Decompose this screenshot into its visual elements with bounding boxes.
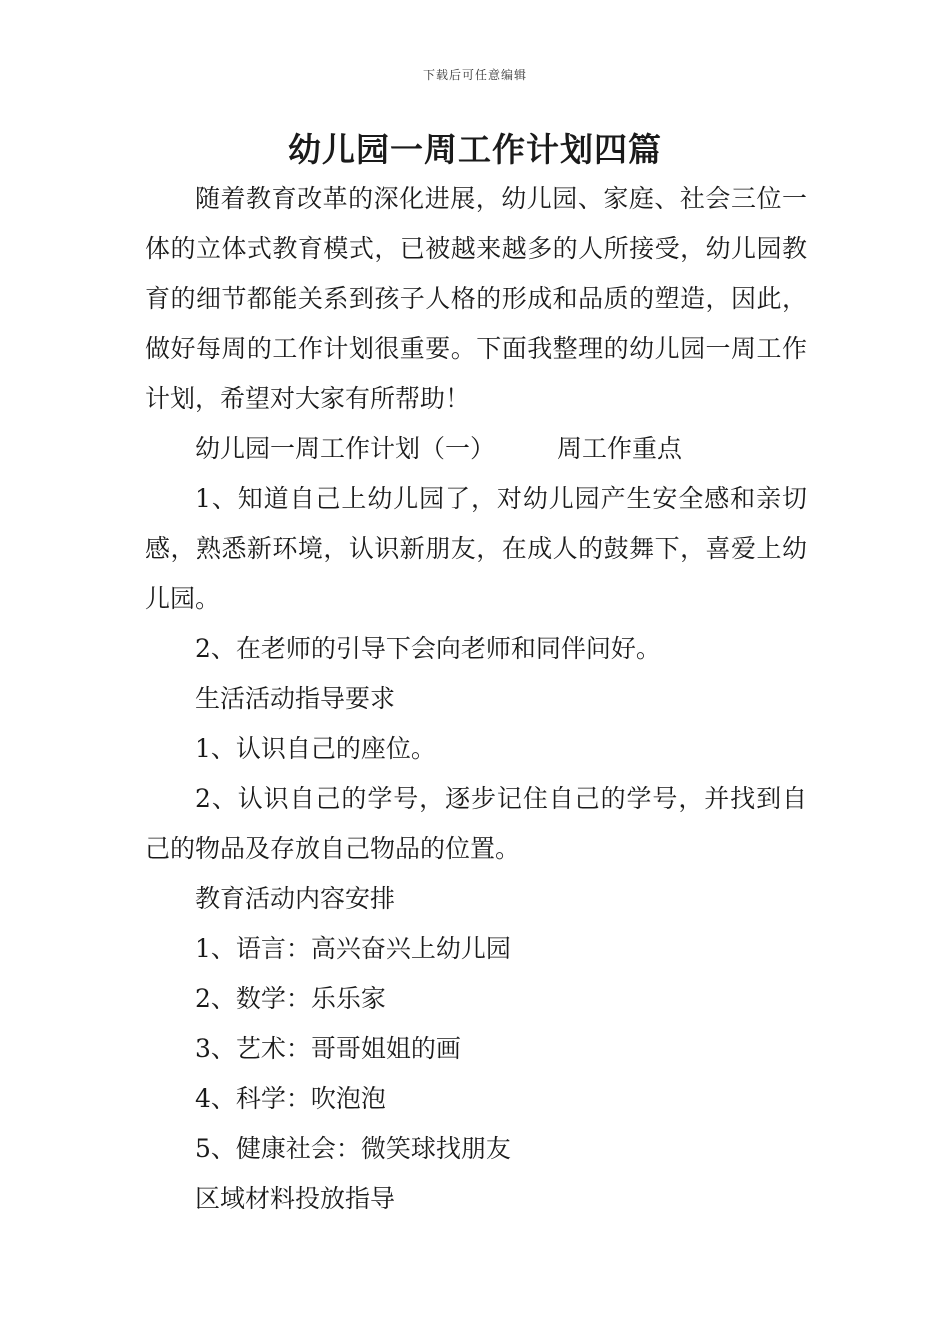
section-heading: 幼儿园一周工作计划（一）	[195, 434, 496, 463]
life-guidance-item: 2、认识自己的学号，逐步记住自己的学号，并找到自己的物品及存放自己物品的位置。	[145, 784, 807, 863]
education-item: 4、科学：吹泡泡	[195, 1084, 386, 1113]
focus-item: 2、在老师的引导下会向老师和同伴问好。	[195, 634, 661, 663]
education-item: 1、语言：高兴奋兴上幼儿园	[195, 934, 511, 963]
section-heading-line	[145, 424, 807, 474]
education-item: 2、数学：乐乐家	[195, 984, 386, 1013]
education-heading: 教育活动内容安排	[195, 884, 396, 913]
focus-item: 1、知道自己上幼儿园了，对幼儿园产生安全感和亲切感，熟悉新环境，认识新朋友，在成人的鼓舞下，喜爱上幼儿园。	[145, 484, 807, 613]
life-guidance-item: 1、认识自己的座位。	[195, 734, 436, 763]
section-subheading: 周工作重点	[557, 434, 683, 463]
life-guidance-heading: 生活活动指导要求	[195, 684, 396, 713]
area-heading: 区域材料投放指导	[195, 1184, 396, 1213]
education-item: 5、健康社会：微笑球找朋友	[195, 1134, 511, 1163]
education-item: 3、艺术：哥哥姐姐的画	[195, 1034, 461, 1063]
header-note: 下载后可任意编辑	[422, 68, 527, 82]
intro-paragraph: 随着教育改革的深化进展，幼儿园、家庭、社会三位一体的立体式教育模式，已被越来越多的人所接受，幼儿园教育的细节都能关系到孩子人格的形成和品质的塑造，因此，做好每周的工作计划很重要。下面我整理的幼儿园一周工作计划，希望对大家有所帮助！	[145, 184, 807, 413]
document-body	[145, 174, 807, 1224]
document-title: 幼儿园一周工作计划四篇	[288, 130, 662, 169]
